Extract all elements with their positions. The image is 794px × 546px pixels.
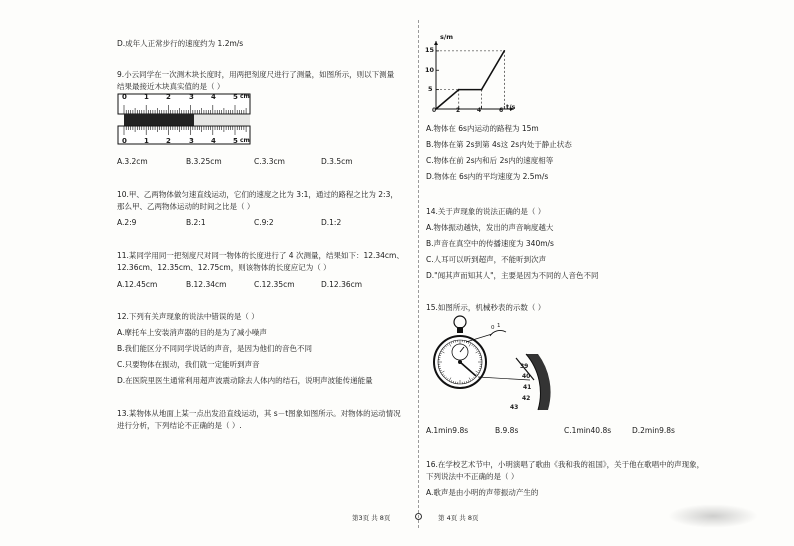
q9-option-b: B.3.25cm — [186, 157, 222, 166]
ruler-top-label-0: 0 — [122, 93, 127, 101]
q15-option-c: C.1min40.8s — [564, 426, 612, 435]
q12-stem: 12.下列有关声现象的说法中错误的是（ ） — [117, 312, 259, 321]
q14-option-d: D."闻其声而知其人"，主要是因为不同的人音色不同 — [426, 271, 599, 280]
s-t-point — [458, 89, 460, 91]
q10-stem-line2: 那么甲、乙两物体运动的时间之比是（ ） — [117, 202, 255, 211]
q10-stem-line1: 10.甲、乙两物体做匀速直线运动，它们的速度之比为 3:1，通过的路程之比为 2:3， — [117, 190, 398, 199]
q12-option-b: B.我们能区分不同同学说话的声音，是因为他们的音色不同 — [117, 344, 313, 353]
q10-option-d: D.1:2 — [321, 218, 342, 227]
q10-option-b: B.2:1 — [186, 218, 206, 227]
q13-stem-line2: 进行分析，下列结论不正确的是（ ）. — [117, 421, 242, 430]
ruler-bottom-label-5: 5 — [233, 137, 238, 145]
ruler-bottom-label-3: 3 — [189, 137, 194, 145]
q16-option-a: A.歌声是由小明的声带振动产生的 — [426, 488, 539, 497]
q15-option-b: B.9.8s — [495, 426, 519, 435]
page-divider — [418, 20, 419, 528]
ruler-top-label-3: 3 — [189, 93, 194, 101]
s-t-point — [503, 50, 505, 52]
stopwatch-figure — [430, 314, 560, 414]
large-dial-39: 39 — [520, 363, 529, 370]
graph-ytick-15: 15 — [425, 46, 435, 54]
graph-ytick-10: 10 — [425, 66, 435, 74]
ruler-top-label-5: 5 — [233, 93, 238, 101]
q13-option-a: A.物体在 6s内运动的路程为 15m — [426, 124, 539, 133]
graph-ylabel: s/m — [440, 33, 454, 41]
s-t-point — [481, 89, 483, 91]
ruler-bottom-unit: cm — [240, 137, 250, 144]
graph-ytick-5: 5 — [428, 85, 433, 93]
q12-option-d: D.在医院里医生通常利用超声波震动除去人体内的结石，说明声波能传递能量 — [117, 376, 373, 385]
q9-stem-line2: 结果最接近木块真实值的是（ ） — [117, 82, 225, 91]
ruler-bottom-label-1: 1 — [144, 137, 149, 145]
q15-option-d: D.2min9.8s — [632, 426, 675, 435]
q13-stem-line1: 13.某物体从地面上某一点出发沿直线运动，其 s－t图象如图所示。对物体的运动情况 — [117, 409, 401, 418]
q13-option-b: B.物体在第 2s到第 4s这 2s内处于静止状态 — [426, 140, 572, 149]
q14-stem: 14.关于声现象的说法正确的是（ ） — [426, 207, 546, 216]
footer-page-4: 第 4页 共 8页 — [438, 514, 479, 522]
q11-option-d: D.12.36cm — [321, 280, 363, 289]
ruler-bottom-label-4: 4 — [211, 137, 216, 145]
ruler-top-label-4: 4 — [211, 93, 216, 101]
small-dial-0: 0 — [491, 325, 495, 331]
s-t-graph — [426, 34, 516, 114]
q9-stem-line1: 9.小云同学在一次测木块长度时，用两把刻度尺进行了测量，如图所示，则以下测量 — [117, 70, 395, 79]
ruler-top-unit: cm — [240, 93, 250, 100]
q11-stem-line2: 12.36cm、12.35cm、12.75cm，则该物体的长度应记为（ ） — [117, 263, 331, 272]
ruler-top-label-1: 1 — [144, 93, 149, 101]
q16-stem-line1: 16.在学校艺术节中，小明演唱了歌曲《我和我的祖国》，关于他在歌唱中的声现象， — [426, 460, 705, 469]
graph-xtick-0: 0 — [432, 107, 437, 114]
large-dial-43: 43 — [510, 404, 519, 411]
large-dial-40: 40 — [522, 373, 531, 380]
q10-option-a: A.2:9 — [117, 218, 137, 227]
graph-xtick-4: 4 — [477, 107, 482, 114]
footer-page-3: 第3页 共 8页 — [352, 514, 391, 522]
q13-option-c: C.物体在前 2s内和后 2s内的速度相等 — [426, 156, 554, 165]
q11-option-b: B.12.34cm — [186, 280, 227, 289]
q9-option-a: A.3.2cm — [117, 157, 148, 166]
ruler-bottom-label-0: 0 — [122, 137, 127, 145]
q9-option-c: C.3.3cm — [254, 157, 285, 166]
q14-option-c: C.人耳可以听到超声，不能听到次声 — [426, 255, 547, 264]
q9-option-d: D.3.5cm — [321, 157, 353, 166]
q15-stem: 15.如图所示，机械秒表的示数（ ） — [426, 303, 546, 312]
q12-option-c: C.只要物体在振动，我们就一定能听到声音 — [117, 360, 260, 369]
q11-option-c: C.12.35cm — [254, 280, 295, 289]
large-dial-42: 42 — [522, 395, 531, 402]
q12-option-a: A.摩托车上安装消声器的目的是为了减小噪声 — [117, 328, 267, 337]
q16-stem-line2: 下列说法中不正确的是（ ） — [426, 472, 519, 481]
y-axis-arrow — [434, 41, 438, 45]
q10-option-c: C.9:2 — [254, 218, 274, 227]
ruler-bottom-label-2: 2 — [166, 137, 171, 145]
wood-block — [124, 114, 194, 126]
large-dial-41: 41 — [523, 384, 532, 391]
graph-xlabel: t/s — [506, 103, 516, 111]
graph-xtick-2: 2 — [456, 107, 461, 114]
q14-option-b: B.声音在真空中的传播速度为 340m/s — [426, 239, 554, 248]
q13-option-d: D.物体在 6s内的平均速度为 2.5m/s — [426, 172, 549, 181]
q8-option-d: D.成年人正常步行的速度约为 1.2m/s — [117, 39, 244, 48]
q11-option-a: A.12.45cm — [117, 280, 158, 289]
s-t-line — [436, 51, 504, 109]
q11-stem-line1: 11.某同学用同一把刻度尺对同一物体的长度进行了 4 次测量，结果如下：12.34cm、 — [117, 251, 404, 260]
ruler-top-label-2: 2 — [166, 93, 171, 101]
ink-smudge — [668, 504, 758, 528]
q14-option-a: A.物体振动越快，发出的声音响度越大 — [426, 223, 554, 232]
binding-hole — [415, 513, 422, 520]
small-dial-1: 1 — [497, 323, 501, 329]
graph-xtick-6: 6 — [499, 107, 504, 114]
q15-option-a: A.1min9.8s — [426, 426, 469, 435]
